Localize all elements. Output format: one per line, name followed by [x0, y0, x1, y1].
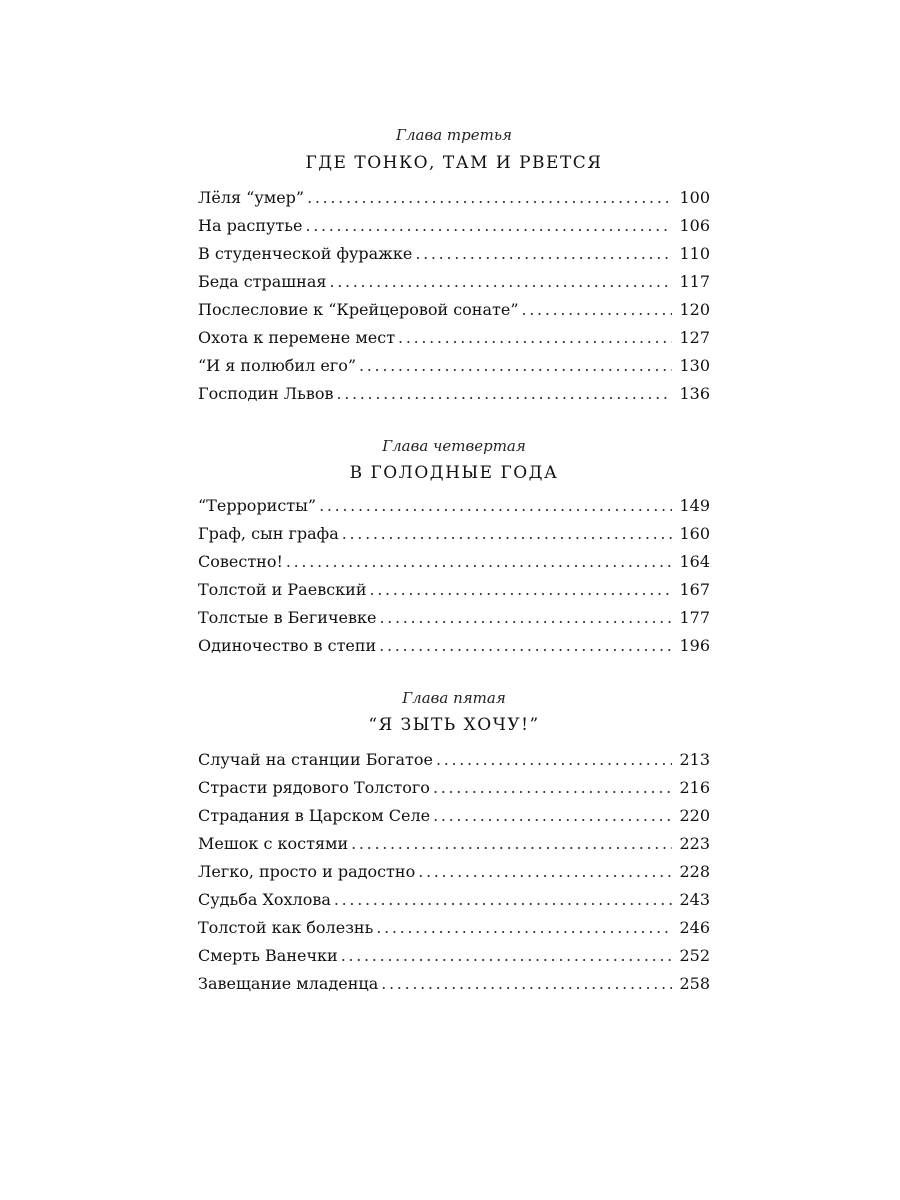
dot-leader — [341, 946, 672, 965]
dot-leader — [342, 524, 672, 543]
entry-page-number: 100 — [679, 188, 710, 207]
dot-leader — [433, 778, 672, 797]
toc-entry[interactable] — [198, 890, 710, 914]
entry-title: Совестно! — [198, 552, 283, 571]
entry-page-number: 164 — [679, 552, 710, 571]
entry-page-number: 130 — [679, 356, 710, 375]
toc-entry[interactable] — [198, 216, 710, 240]
chapter-title: “Я ЗЫТЬ ХОЧУ!” — [368, 715, 540, 735]
chapter-title: ГДЕ ТОНКО, ТАМ И РВЕТСЯ — [305, 153, 603, 173]
entry-title: Страсти рядового Толстого — [198, 778, 430, 797]
dot-leader — [307, 188, 672, 207]
entry-title: Охота к перемене мест — [198, 328, 396, 347]
entry-title: Завещание младенца — [198, 974, 379, 993]
entry-page-number: 246 — [679, 918, 710, 937]
dot-leader — [376, 918, 672, 937]
entry-title: Господин Львов — [198, 384, 334, 403]
toc-entry[interactable] — [198, 862, 710, 886]
entry-page-number: 213 — [679, 750, 710, 769]
entry-page-number: 127 — [679, 328, 710, 347]
toc-entry[interactable] — [198, 806, 710, 830]
chapter-title: В ГОЛОДНЫЕ ГОДА — [349, 463, 559, 483]
entry-title: Мешок с костями — [198, 834, 349, 853]
entry-title: Случай на станции Богатое — [198, 750, 433, 769]
chapter-label: Глава третья — [396, 126, 512, 144]
entry-page-number: 117 — [679, 272, 710, 291]
dot-leader — [418, 862, 672, 881]
dot-leader — [379, 636, 672, 655]
entry-page-number: 106 — [679, 216, 710, 235]
entry-page-number: 196 — [679, 636, 710, 655]
toc-entry[interactable] — [198, 524, 710, 548]
toc-entry[interactable] — [198, 188, 710, 212]
toc-entry[interactable] — [198, 580, 710, 604]
dot-leader — [286, 552, 672, 571]
entry-page-number: 216 — [679, 778, 710, 797]
toc-entry[interactable] — [198, 778, 710, 802]
toc-entry[interactable] — [198, 974, 710, 998]
toc-entry[interactable] — [198, 496, 710, 520]
dot-leader — [398, 328, 672, 347]
entry-title: Судьба Хохлова — [198, 890, 331, 909]
toc-entry[interactable] — [198, 608, 710, 632]
entry-page-number: 243 — [679, 890, 710, 909]
toc-entry[interactable] — [198, 552, 710, 576]
entry-title: “Террористы” — [198, 496, 317, 515]
toc-entry[interactable] — [198, 244, 710, 268]
dot-leader — [379, 608, 672, 627]
toc-entry[interactable] — [198, 356, 710, 380]
entry-page-number: 223 — [679, 834, 710, 853]
toc-entry[interactable] — [198, 272, 710, 296]
entry-title: Легко, просто и радостно — [198, 862, 416, 881]
entry-title: На распутье — [198, 216, 303, 235]
dot-leader — [336, 384, 672, 403]
entry-page-number: 258 — [679, 974, 710, 993]
toc-entry[interactable] — [198, 750, 710, 774]
dot-leader — [319, 496, 672, 515]
entry-title: Толстой как болезнь — [198, 918, 374, 937]
entry-page-number: 120 — [679, 300, 710, 319]
entry-title: Лёля “умер” — [198, 188, 305, 207]
toc-entry[interactable] — [198, 384, 710, 408]
entry-page-number: 167 — [679, 580, 710, 599]
dot-leader — [305, 216, 672, 235]
entry-page-number: 252 — [679, 946, 710, 965]
dot-leader — [436, 750, 672, 769]
entry-title: Граф, сын графа — [198, 524, 339, 543]
dot-leader — [415, 244, 672, 263]
toc-entry[interactable] — [198, 636, 710, 660]
entry-title: Смерть Ванечки — [198, 946, 338, 965]
dot-leader — [329, 272, 672, 291]
entry-page-number: 220 — [679, 806, 710, 825]
entry-page-number: 160 — [679, 524, 710, 543]
toc-entry[interactable] — [198, 834, 710, 858]
entry-title: Беда страшная — [198, 272, 327, 291]
chapter-label: Глава пятая — [402, 689, 506, 707]
dot-leader — [334, 890, 672, 909]
entry-title: Одиночество в степи — [198, 636, 377, 655]
dot-leader — [369, 580, 672, 599]
entry-title: В студенческой фуражке — [198, 244, 413, 263]
entry-title: Толстые в Бегичевке — [198, 608, 377, 627]
entry-page-number: 149 — [679, 496, 710, 515]
dot-leader — [359, 356, 672, 375]
entry-page-number: 177 — [679, 608, 710, 627]
dot-leader — [381, 974, 672, 993]
entry-title: Толстой и Раевский — [198, 580, 367, 599]
dot-leader — [522, 300, 672, 319]
entry-title: Страдания в Царском Селе — [198, 806, 431, 825]
toc-entry[interactable] — [198, 328, 710, 352]
toc-entry[interactable] — [198, 918, 710, 942]
dot-leader — [433, 806, 672, 825]
toc-entry[interactable] — [198, 946, 710, 970]
entry-page-number: 136 — [679, 384, 710, 403]
entry-title: “И я полюбил его” — [198, 356, 356, 375]
toc-entry[interactable] — [198, 300, 710, 324]
entry-title: Послесловие к “Крейцеровой сонате” — [198, 300, 519, 319]
chapter-label: Глава четвертая — [382, 437, 526, 455]
dot-leader — [351, 834, 672, 853]
entry-page-number: 228 — [679, 862, 710, 881]
entry-page-number: 110 — [679, 244, 710, 263]
